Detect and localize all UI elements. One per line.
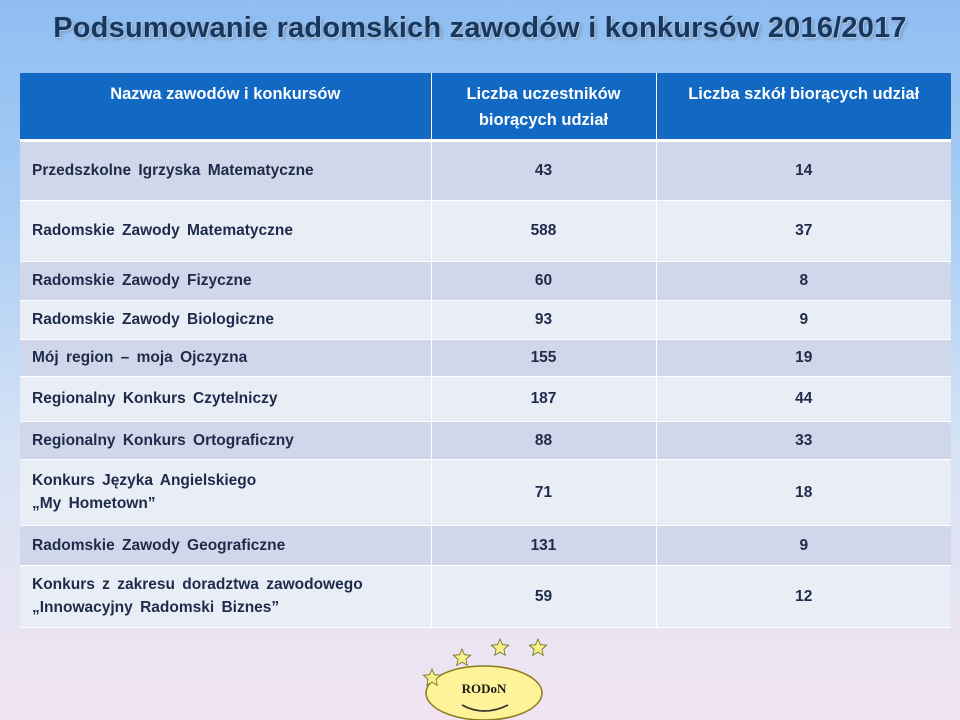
competition-name-line: Konkurs Języka Angielskiego	[32, 472, 257, 489]
competition-name-line: „Innowacyjny Radomski Biznes”	[32, 599, 280, 616]
table-row	[20, 376, 951, 421]
stars-ellipse-logo-icon	[418, 633, 558, 720]
table-row	[20, 261, 951, 300]
schools-cell: 19	[656, 339, 951, 376]
competition-name-cell	[20, 261, 431, 300]
competition-name-line: Radomskie Zawody Biologiczne	[32, 311, 274, 328]
schools-cell: 33	[656, 421, 951, 459]
schools-cell: 9	[656, 525, 951, 565]
table-row	[20, 525, 951, 565]
participants-cell: 59	[431, 565, 656, 627]
competition-name-line: Konkurs z zakresu doradztwa zawodowego	[32, 576, 363, 593]
competition-name-line: Radomskie Zawody Fizyczne	[32, 272, 252, 289]
competition-name-line: „My Hometown”	[32, 495, 156, 512]
participants-cell: 155	[431, 339, 656, 376]
schools-cell: 18	[656, 459, 951, 525]
page-title: Podsumowanie radomskich zawodów i konkursów 2016/2017	[53, 12, 907, 44]
table-header-row	[20, 73, 951, 140]
star-icon	[491, 639, 508, 655]
logo-text: RODoN	[461, 681, 507, 696]
competitions-table	[20, 73, 951, 628]
star-icon	[453, 649, 470, 665]
competition-name-line: Radomskie Zawody Geograficzne	[32, 536, 286, 554]
schools-cell: 37	[656, 200, 951, 261]
star-icon	[529, 639, 546, 655]
competition-name-line: Regionalny Konkurs Czytelniczy	[32, 390, 278, 407]
competition-name-cell	[20, 459, 431, 525]
participants-cell: 93	[431, 300, 656, 339]
table-body	[20, 140, 951, 627]
participants-cell: 60	[431, 261, 656, 300]
participants-cell: 187	[431, 376, 656, 421]
header-participants: Liczba uczestników biorących udział	[431, 73, 656, 140]
competition-name-line: Mój region – moja Ojczyzna	[32, 349, 248, 366]
competition-name-line: Przedszkolne Igrzyska Matematyczne	[32, 162, 314, 179]
competition-name-cell	[20, 140, 431, 200]
competition-name-cell	[20, 300, 431, 339]
competition-name-cell	[20, 376, 431, 421]
table-row	[20, 140, 951, 200]
participants-cell: 131	[431, 525, 656, 565]
competition-name-cell	[20, 339, 431, 376]
rodon-logo	[418, 633, 558, 720]
competition-name-line: Regionalny Konkurs Ortograficzny	[32, 431, 294, 449]
header-schools: Liczba szkół biorących udział	[656, 73, 951, 140]
participants-cell: 588	[431, 200, 656, 261]
competition-name-cell	[20, 421, 431, 459]
competition-name-cell	[20, 565, 431, 627]
competition-name-cell	[20, 525, 431, 565]
competition-name-cell	[20, 200, 431, 261]
table-row	[20, 300, 951, 339]
competition-name-line: Radomskie Zawody Matematyczne	[32, 222, 293, 239]
table-row	[20, 565, 951, 627]
schools-cell: 12	[656, 565, 951, 627]
schools-cell: 8	[656, 261, 951, 300]
table-row	[20, 200, 951, 261]
schools-cell: 44	[656, 376, 951, 421]
table-row	[20, 339, 951, 376]
schools-cell: 9	[656, 300, 951, 339]
header-competition-name: Nazwa zawodów i konkursów	[20, 73, 431, 140]
participants-cell: 71	[431, 459, 656, 525]
schools-cell: 14	[656, 140, 951, 200]
participants-cell: 43	[431, 140, 656, 200]
participants-cell: 88	[431, 421, 656, 459]
table-row	[20, 421, 951, 459]
table-row	[20, 459, 951, 525]
